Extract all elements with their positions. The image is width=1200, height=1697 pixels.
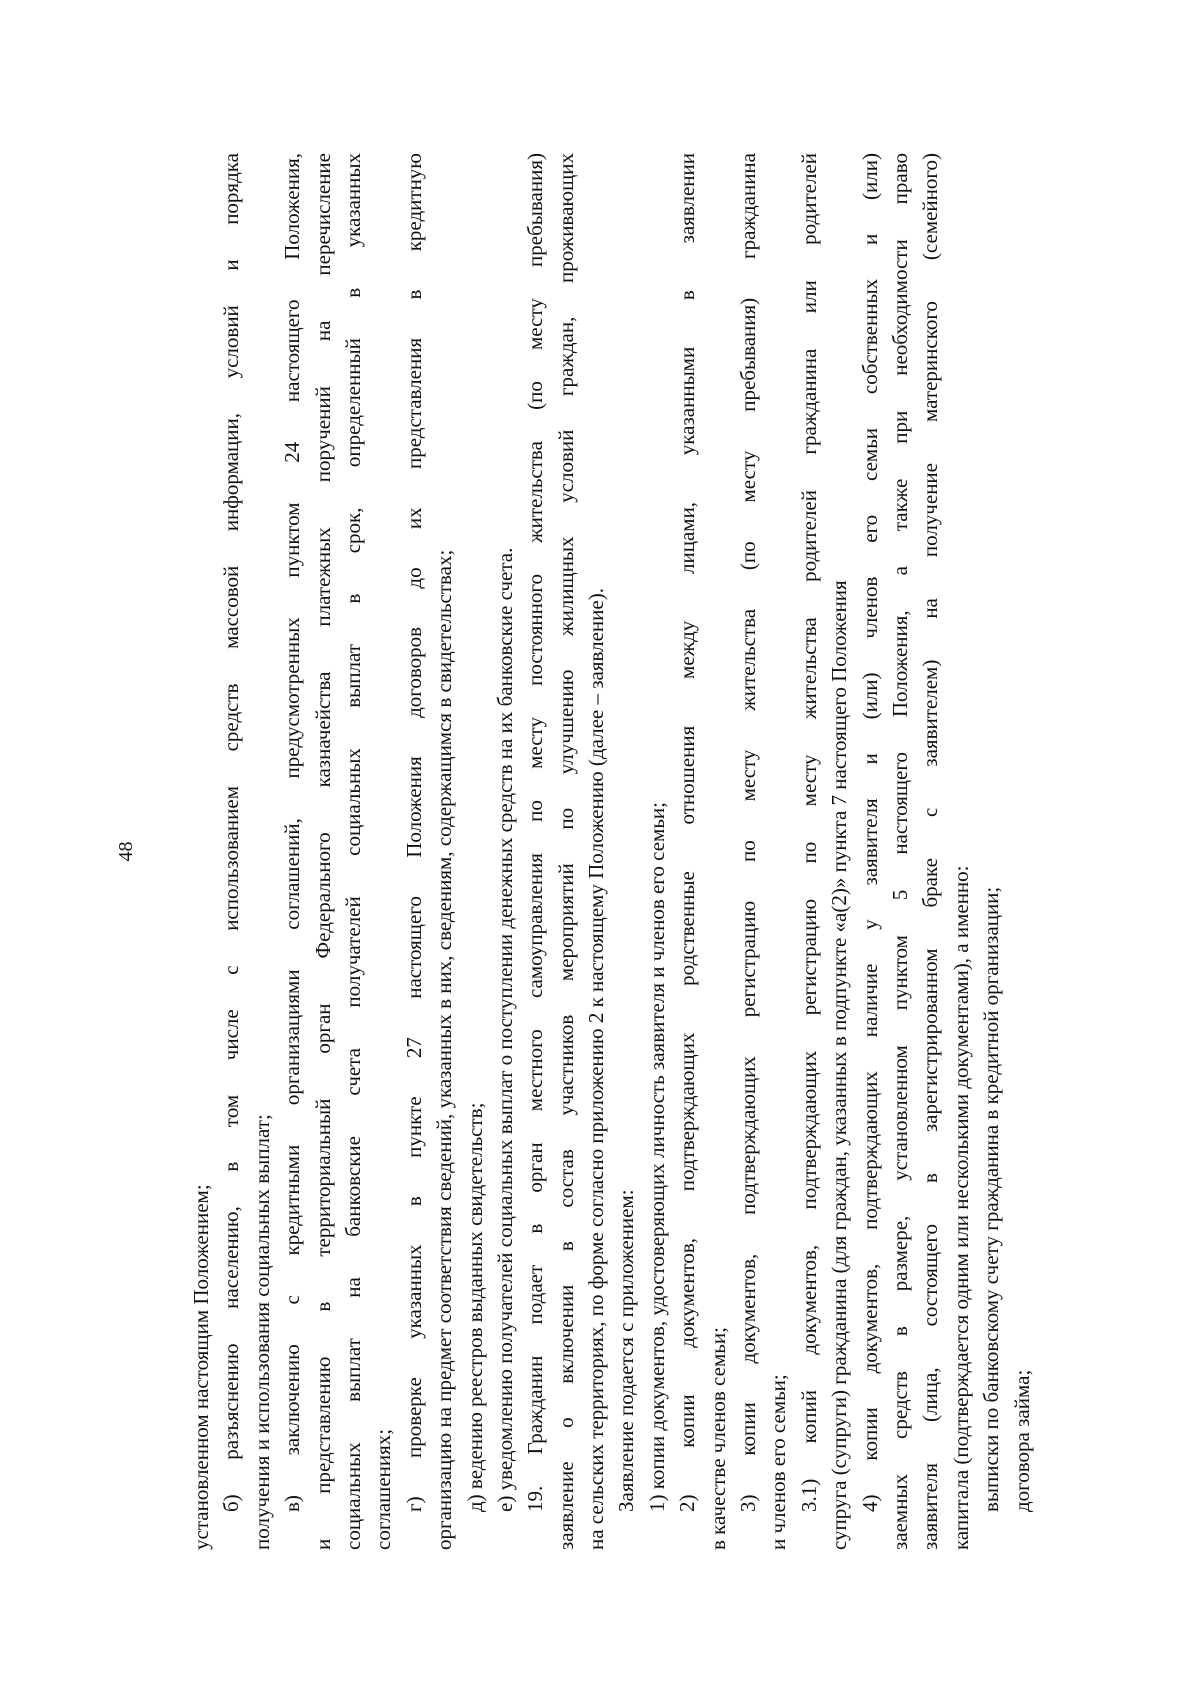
text-line: 1) копии документов, удостоверяющих личность заявителя и членов его семьи;: [644, 802, 669, 1512]
text-line: и представлению в территориальный орган Федерального казначейства платежных поручений на перечисление: [310, 153, 335, 1550]
rotated-text-block: [115, 153, 1034, 1550]
text-line: соглашениях;: [371, 1428, 396, 1550]
text-line: выписки по банковскому счету гражданина в кредитной организации;: [979, 886, 1004, 1512]
text-line: 3.1) копий документов, подтверждающих регистрацию по месту жительства родителей гражданина или родителей: [796, 153, 821, 1512]
text-line: организацию на предмет соответствия сведений, указанных в них, сведениям, содержащимся в свидетельствах;: [432, 549, 457, 1550]
text-line: г) проверке указанных в пункте 27 настоящего Положения договоров до их представления в кредитную: [401, 153, 426, 1512]
document-body: [186, 153, 1037, 1550]
text-line: в качестве членов семьи;: [705, 1327, 730, 1550]
text-line: договора займа;: [1009, 1369, 1034, 1512]
page-number: 48: [115, 841, 137, 862]
text-line: получения и использования социальных выплат;: [249, 1114, 274, 1550]
text-line: 19. Гражданин подает в орган местного самоуправления по месту постоянного жительства (по месту пребывания): [523, 153, 548, 1512]
text-line: и членов его семьи;: [766, 1374, 791, 1550]
text-line: заявителя (лица, состоящего в зарегистрированном браке с заявителем) на получение материнского (семейного): [918, 153, 943, 1550]
text-line: супруга (супруги) гражданина (для граждан, указанных в подпункте «а(2)» пункта 7 настоящего Положения: [827, 580, 852, 1550]
text-line: социальных выплат на банковские счета получателей социальных выплат в срок, определенный в указанных: [340, 153, 365, 1550]
text-line: на сельских территориях, по форме согласно приложению 2 к настоящему Положению (далее – заявление).: [584, 588, 609, 1550]
text-line: 3) копии документов, подтверждающих регистрацию по месту жительства (по месту пребывания) гражданина: [736, 153, 761, 1512]
text-line: б) разъяснению населению, в том числе с использованием средств массовой информации, условий и порядка: [219, 153, 244, 1512]
text-line: капитала (подтверждается одним или несколькими документами), а именно:: [948, 865, 973, 1550]
text-line: д) ведению реестров выданных свидетельств;: [462, 1102, 487, 1512]
text-line: 4) копии документов, подтверждающих наличие у заявителя и (или) членов его семьи собственных и (или): [857, 153, 882, 1512]
text-line: е) уведомлению получателей социальных выплат о поступлении денежных средств на их банковские счета.: [492, 547, 517, 1512]
text-line: установленном настоящим Положением;: [189, 1184, 213, 1550]
text-line: заемных средств в размере, установленном пунктом 5 настоящего Положения, а также при необходимости право: [887, 153, 912, 1550]
text-line: Заявление подается с приложением:: [614, 1189, 639, 1512]
text-line: 2) копии документов, подтверждающих родственные отношения между лицами, указанными в заявлении: [675, 153, 700, 1512]
text-line: заявление о включении в состав участников мероприятий по улучшению жилищных условий граждан, проживающих: [553, 153, 578, 1550]
text-line: в) заключению с кредитными организациями соглашений, предусмотренных пунктом 24 настоящего Положения,: [280, 153, 305, 1512]
